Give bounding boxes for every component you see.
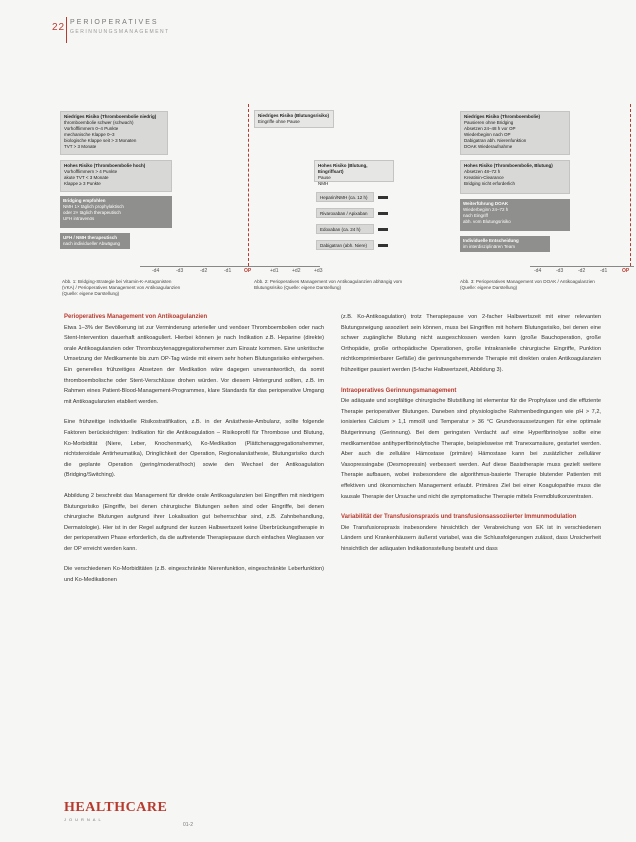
risk-box-line: akute TVT < 3 Monate [64, 175, 109, 180]
risk-box-line: thromboembolie schwer (schwach) [64, 120, 134, 125]
axis-tick: -d1 [224, 268, 232, 274]
axis-tick: -d4 [152, 268, 160, 274]
text-column-left [64, 312, 324, 596]
axis-tick: -d3 [556, 268, 564, 274]
risk-box-line: biologische Klappe seit > 3 Monaten [64, 138, 137, 143]
doak-line: abh. vom Blutungsrisiko [463, 219, 511, 224]
paragraph: Abbildung 2 beschreibt das Management für direkte orale Antikoagulanzien bei Eingriffen mit niedrigem Blutungsrisiko (Eingriffe, bei denen chirurgische Blutungen selten sind oder Eingriffe, bei denen chirurgische Blutungen aufgrund ihrer Lokalisation gut beherrschbar sind, z.B. Zahnbehandlung, Dermatologie). Hier ist in der Regel aufgrund der kurzen Halbwertszeit keine Überbrückungstherapie in der perioperativen Phase erforderlich, da die auftretende Therapiepause durch einfaches Weglassen vor der OP erreicht werden kann. [64, 492, 324, 552]
journal-logo [64, 800, 167, 822]
arrow-icon [378, 244, 388, 247]
axis-tick: -d2 [578, 268, 586, 274]
axis-tick-op: OP [244, 268, 252, 274]
doak-line: Wiederbeginn 24–72 h [463, 207, 509, 212]
doak-individual-box: Individuelle Entscheidung im interdisziplinären Team [460, 236, 550, 252]
bleeding-risk-high-box: Hohes Risiko (Blutung, Eingriffsart) Pause NMH [314, 160, 394, 182]
paragraph: Die Transfusionspraxis insbesondere hinsichtlich der Verabreichung von EK ist in verschiedenen Ländern und Krankenhäusern äußerst variabel, was die Schlussfolgerungen zulässt, dass Unsicherheit hinsichtlich der adäquaten Indikationsstellung besteht und dass [341, 524, 601, 552]
doak-line: DOAK Wiederaufnahme [464, 144, 513, 149]
timeline-axis [140, 266, 320, 267]
bridging-line: UFH intravenös [63, 216, 95, 221]
risk-box-line: Klappe ≥ 3 Punkte [64, 181, 101, 186]
section-heading: Perioperatives Management von Antikoagulanzien [64, 314, 208, 320]
bleeding-line: Pause [318, 175, 331, 180]
figure-caption-1: Abb. 1: Bridging-Strategie bei Vitamin-K-Antagonisten (VKA) / Perioperatives Management von Antikoagulanzien (Quelle: eigene Darstellung) [62, 279, 181, 296]
op-marker-line [248, 104, 249, 266]
doak-line: Dabigatran abh. Nierenfunktion [464, 138, 527, 143]
axis-tick: +d3 [314, 268, 323, 274]
text-column-right [341, 312, 601, 564]
axis-tick: +d2 [292, 268, 301, 274]
arrow-icon [378, 212, 388, 215]
section-heading: Intraoperatives Gerinnungsmanagement [341, 387, 457, 394]
header-rule [66, 17, 67, 43]
logo-subline: JOURNAL [64, 817, 104, 822]
doak-line: Wiederbeginn nach OP [464, 132, 511, 137]
bridging-box: Bridging empfohlen NMH 1× täglich prophylaktisch oder 2× täglich therapeutisch UFH intravenös [60, 196, 172, 228]
arrow-icon [378, 228, 388, 231]
axis-tick: +d1 [270, 268, 279, 274]
doak-line: Pausieren ohne Bridging [464, 120, 514, 125]
drug-label-3: Edoxaban (ca. 24 h) [316, 224, 374, 234]
arrow-icon [378, 196, 388, 199]
running-head-subtitle: GERINNUNGSMANAGEMENT [70, 29, 170, 35]
therapy-box: UFH / NMH therapeutisch nach individueller Abwägung [60, 233, 130, 249]
bridging-line: NMH 1× täglich prophylaktisch [63, 204, 124, 209]
bleeding-risk-low-box: Niedriges Risiko (Blutungsrisiko) Eingriffe ohne Pause [254, 110, 334, 128]
risk-box-line: Vorhofflimmern 0–4 Punkte [64, 126, 119, 131]
doak-risk-high-box: Hohes Risiko (Thromboembolie, Blutung) Absetzen 48–72 h Kreatinin-Clearance Bridging nicht erforderlich [460, 160, 570, 194]
section-heading: Variabilität der Transfusionspraxis und transfusionsassoziierter Immunmodulation [341, 514, 577, 521]
bleeding-line: NMH [318, 181, 329, 186]
axis-tick-op: OP [622, 268, 630, 274]
op-marker-line-right [630, 104, 631, 266]
doak-continue-box: Weiterführung DOAK Wiederbeginn 24–72 h nach Eingriff abh. vom Blutungsrisiko [460, 199, 570, 231]
risk-box-low: Niedriges Risiko (Thromboembolie niedrig) thromboembolie schwer (schwach) Vorhofflimmern 0–4 Punkte mechanische Klappe 0–3 biologische Klappe seit > 3 Monaten TVT > 3 Monate [60, 111, 168, 155]
therapy-line: nach individueller Abwägung [63, 241, 121, 246]
axis-tick: -d4 [534, 268, 542, 274]
paragraph: (z.B. Ko-Antikoagulation) trotz Therapiepause von 2-facher Halbwertszeit mit einer relevanten Blutungsneigung assoziiert sein können, muss bei Eingriffen mit hohem Blutungsrisiko, bei denen eine schwer zugängliche Blutung nicht ausgeschlossen werden kann (große Bauchoperation, große Orthopädie, große orthopädische Operationen, große intrakranielle chirurgische Eingriffe, Punktion nichtkomprimierbarer Gefäße) die gerinnungshemmende Therapie mit direkten oralen Antikoagulanzien frühzeitiger pausiert werden (5-fache Halbwertszeit, Abbildung 3). [341, 314, 601, 373]
doak-line: Absetzen 24–48 h vor OP [464, 126, 516, 131]
axis-tick: -d2 [200, 268, 208, 274]
bleeding-line: Eingriffe ohne Pause [258, 119, 300, 124]
figure-caption-2: Abb. 2: Perioperatives Management von Antikoagulanzien abhängig vom Blutungsrisiko (Quelle: eigene Darstellung) [254, 279, 403, 290]
doak-risk-low-box: Niedriges Risiko (Thromboembolie) Pausieren ohne Bridging Absetzen 24–48 h vor OP Wiederbeginn nach OP Dabigatran abh. Nierenfunktion DOAK Wiederaufnahme [460, 111, 570, 155]
risk-box-line: TVT > 3 Monate [64, 144, 97, 149]
doak-line: nach Eingriff [463, 213, 488, 218]
drug-label-4: Dabigatran (abh. Niere) [316, 240, 374, 250]
doak-line: Kreatinin-Clearance [464, 175, 504, 180]
figure-panel [60, 96, 636, 296]
page-number: 22 [52, 22, 66, 33]
timeline-axis-right [530, 266, 634, 267]
doak-line: Absetzen 48–72 h [464, 169, 501, 174]
bridging-line: oder 2× täglich therapeutisch [63, 210, 121, 215]
doak-line: im interdisziplinären Team [463, 244, 515, 249]
axis-tick: -d1 [600, 268, 608, 274]
risk-box-high: Hohes Risiko (Thromboembolie hoch) Vorhofflimmern > 4 Punkte akute TVT < 3 Monate Klappe ≥ 3 Punkte [60, 160, 172, 192]
paragraph: Etwa 1–3% der Bevölkerung ist zur Verminderung arterieller und venöser Thromboembolien oder nach Stent-Intervention dauerhaft antikoaguliert. Hierbei können je nach Indikation z.B. Heparine (direkte) orale Antikoagulanzien oder Thrombozytenaggregationshemmer zum Einsatz kommen. Eine unkritische Umsetzung der Medikamente bis zum OP-Tag würde mit einem sehr hohen Blutungsrisiko einhergehen. Ein generelles frühzeitiges Absetzen der Medikation wäre dagegen unverantwortlich, da somit thromboembolische oder Stent-Verschlüsse drohen würden. Vor diesem Hintergrund sollten, z.B. im Rahmen eines Patient-Blood-Management-Programmes, klare Standards für das perioperative Umgang mit Antikoagulanzien etabliert werden. [64, 324, 324, 405]
risk-box-line: Vorhofflimmern > 4 Punkte [64, 169, 118, 174]
drug-label-1: Heparin/NMH (ca. 12 h) [316, 192, 374, 202]
risk-box-line: mechanische Klappe 0–3 [64, 132, 115, 137]
logo-wordmark: HEALTHCARE [64, 800, 168, 815]
paragraph: Die verschiedenen Ko-Morbiditäten (z.B. eingeschränkte Nierenfunktion, eingeschränkte Leberfunktion) und Ko-Medikationen [64, 566, 324, 584]
paragraph: Die adäquate und sorgfältige chirurgische Blutstillung ist elementar für die Prophylaxe und die effiziente Therapie perioperativer Blutungen. Daneben sind physiologische Rahmenbedingungen wie pH > 7,2, ionisiertes Calcium > 1,1 mmol/l und Temperatur > 36 °C Grundvoraussetzungen für eine optimale Blutgerinnung (Gerinnung). Bei dem geringsten Verdacht auf eine Hyperfibrinolyse sollte eine medikamentöse antihyperfibrinolytische Therapie, beispielsweise mit Tranexamsäure, gestartet werden. Aber auch die zelluläre Hämostase (primäre) Hämostase kann bei zusätzlicher zellulärer Vasopressingabe (Desmopressin) verbessert werden. Auf diese Basistherapie muss gezielt weitere Therapie aufbauen, wobei insbesondere die algorithmus-basierte Therapie blutender Patienten mit effektiven und ökonomischen Management erlaubt. Primäres Ziel bei einer Koagulopathie muss die kausale Therapie der Ursache und nicht die symptomatische Therapie mittels Fremdblutkonzentraten. [341, 398, 601, 500]
figure-caption-3: Abb. 3: Perioperatives Management von DOAK / Antikoagulanzien (Quelle: eigene Darstellung) [460, 279, 595, 290]
axis-tick: -d3 [176, 268, 184, 274]
issue-number: 01-2 [183, 822, 194, 828]
drug-label-2: Rivaroxaban / Apixaban [316, 208, 374, 218]
paragraph: Eine frühzeitige individuelle Risikostratifikation, z.B. in der Anästhesie-Ambulanz, sollte folgende Faktoren berücksichtigen: Indikation für die Antikoagulation – Risikoprofil für Thrombose und Blutung, Ko-Morbidität (Niere, Leber, Knochenmark), Ko-Medikation (Plättchenaggregationshemmer, nichtsteroidale Antirheumatika), Dringlichkeit der Operation, Regionalanästhesie, Blutungsrisiko durch die geplante Operation (gering/moderat/hoch) sowie den Wechsel der Antikoagulation (Bridging/Switching). [64, 419, 324, 479]
running-head-title: PERIOPERATIVES [70, 19, 159, 26]
doak-line: Bridging nicht erforderlich [464, 181, 516, 186]
